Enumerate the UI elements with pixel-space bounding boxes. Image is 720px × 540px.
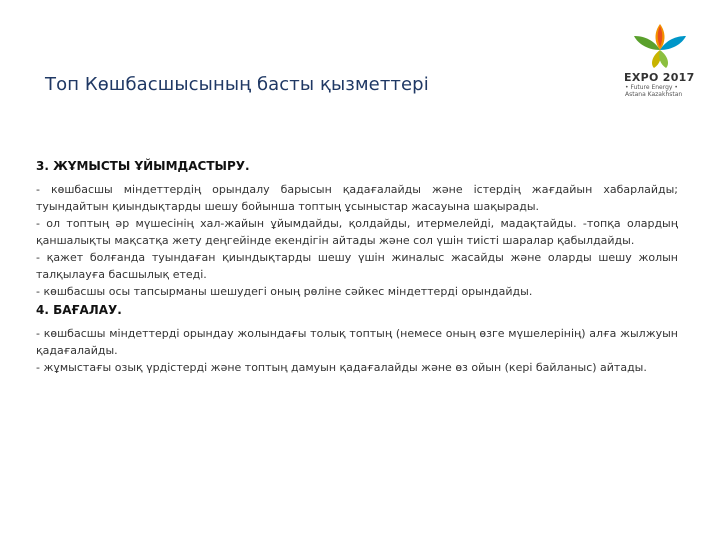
logo-name: EXPO 2017 (624, 71, 695, 84)
list-item: - қажет болғанда туындаған қиындықтарды шешу үшін жиналыс жасайды және оларды шешу жолын талқылауға басшылық етеді. (36, 251, 678, 281)
logo-tagline: • Future Energy • (625, 84, 678, 91)
list-item: - көшбасшы міндеттердің орындалу барысын қадағалайды және істердің жағдайын хабарлайды; туындайтын қиындықтарды шешу бойынша топтың ұсыныстар жасауына шақырады. (36, 183, 678, 213)
logo-city: Astana Kazakhstan (625, 91, 683, 98)
slide-content (36, 158, 678, 376)
expo-2017-logo (620, 20, 700, 100)
section-heading-organization: 3. ЖҰМЫСТЫ ҰЙЫМДАСТЫРУ. (36, 159, 250, 173)
list-item: - көшбасшы міндеттерді орындау жолындағы толық топтың (немесе оның өзге мүшелерінің) алға жылжуын қадағалайды. (36, 327, 678, 357)
section-heading-evaluation: 4. БАҒАЛАУ. (36, 303, 122, 317)
expo-flower-icon (620, 20, 700, 70)
logo-tagline-block (625, 84, 701, 98)
list-item: - жұмыстағы озық үрдістерді және топтың дамуын қадағалайды және өз ойын (кері байланыс) айтады. (36, 361, 647, 374)
list-item: - ол топтың әр мүшесінің хал-жайын ұйымдайды, қолдайды, итермелейді, мадақтайды. -топқа олардың қаншалықты мақсатқа жету деңгейінде екендігін айтады және сол үшін тиісті шаралар қабылдайды. (36, 217, 678, 247)
list-item: - көшбасшы осы тапсырманы шешудегі оның рөліне сәйкес міндеттерді орындайды. (36, 285, 533, 298)
slide-title: Топ Көшбасшысының басты қызметтері (45, 74, 429, 95)
